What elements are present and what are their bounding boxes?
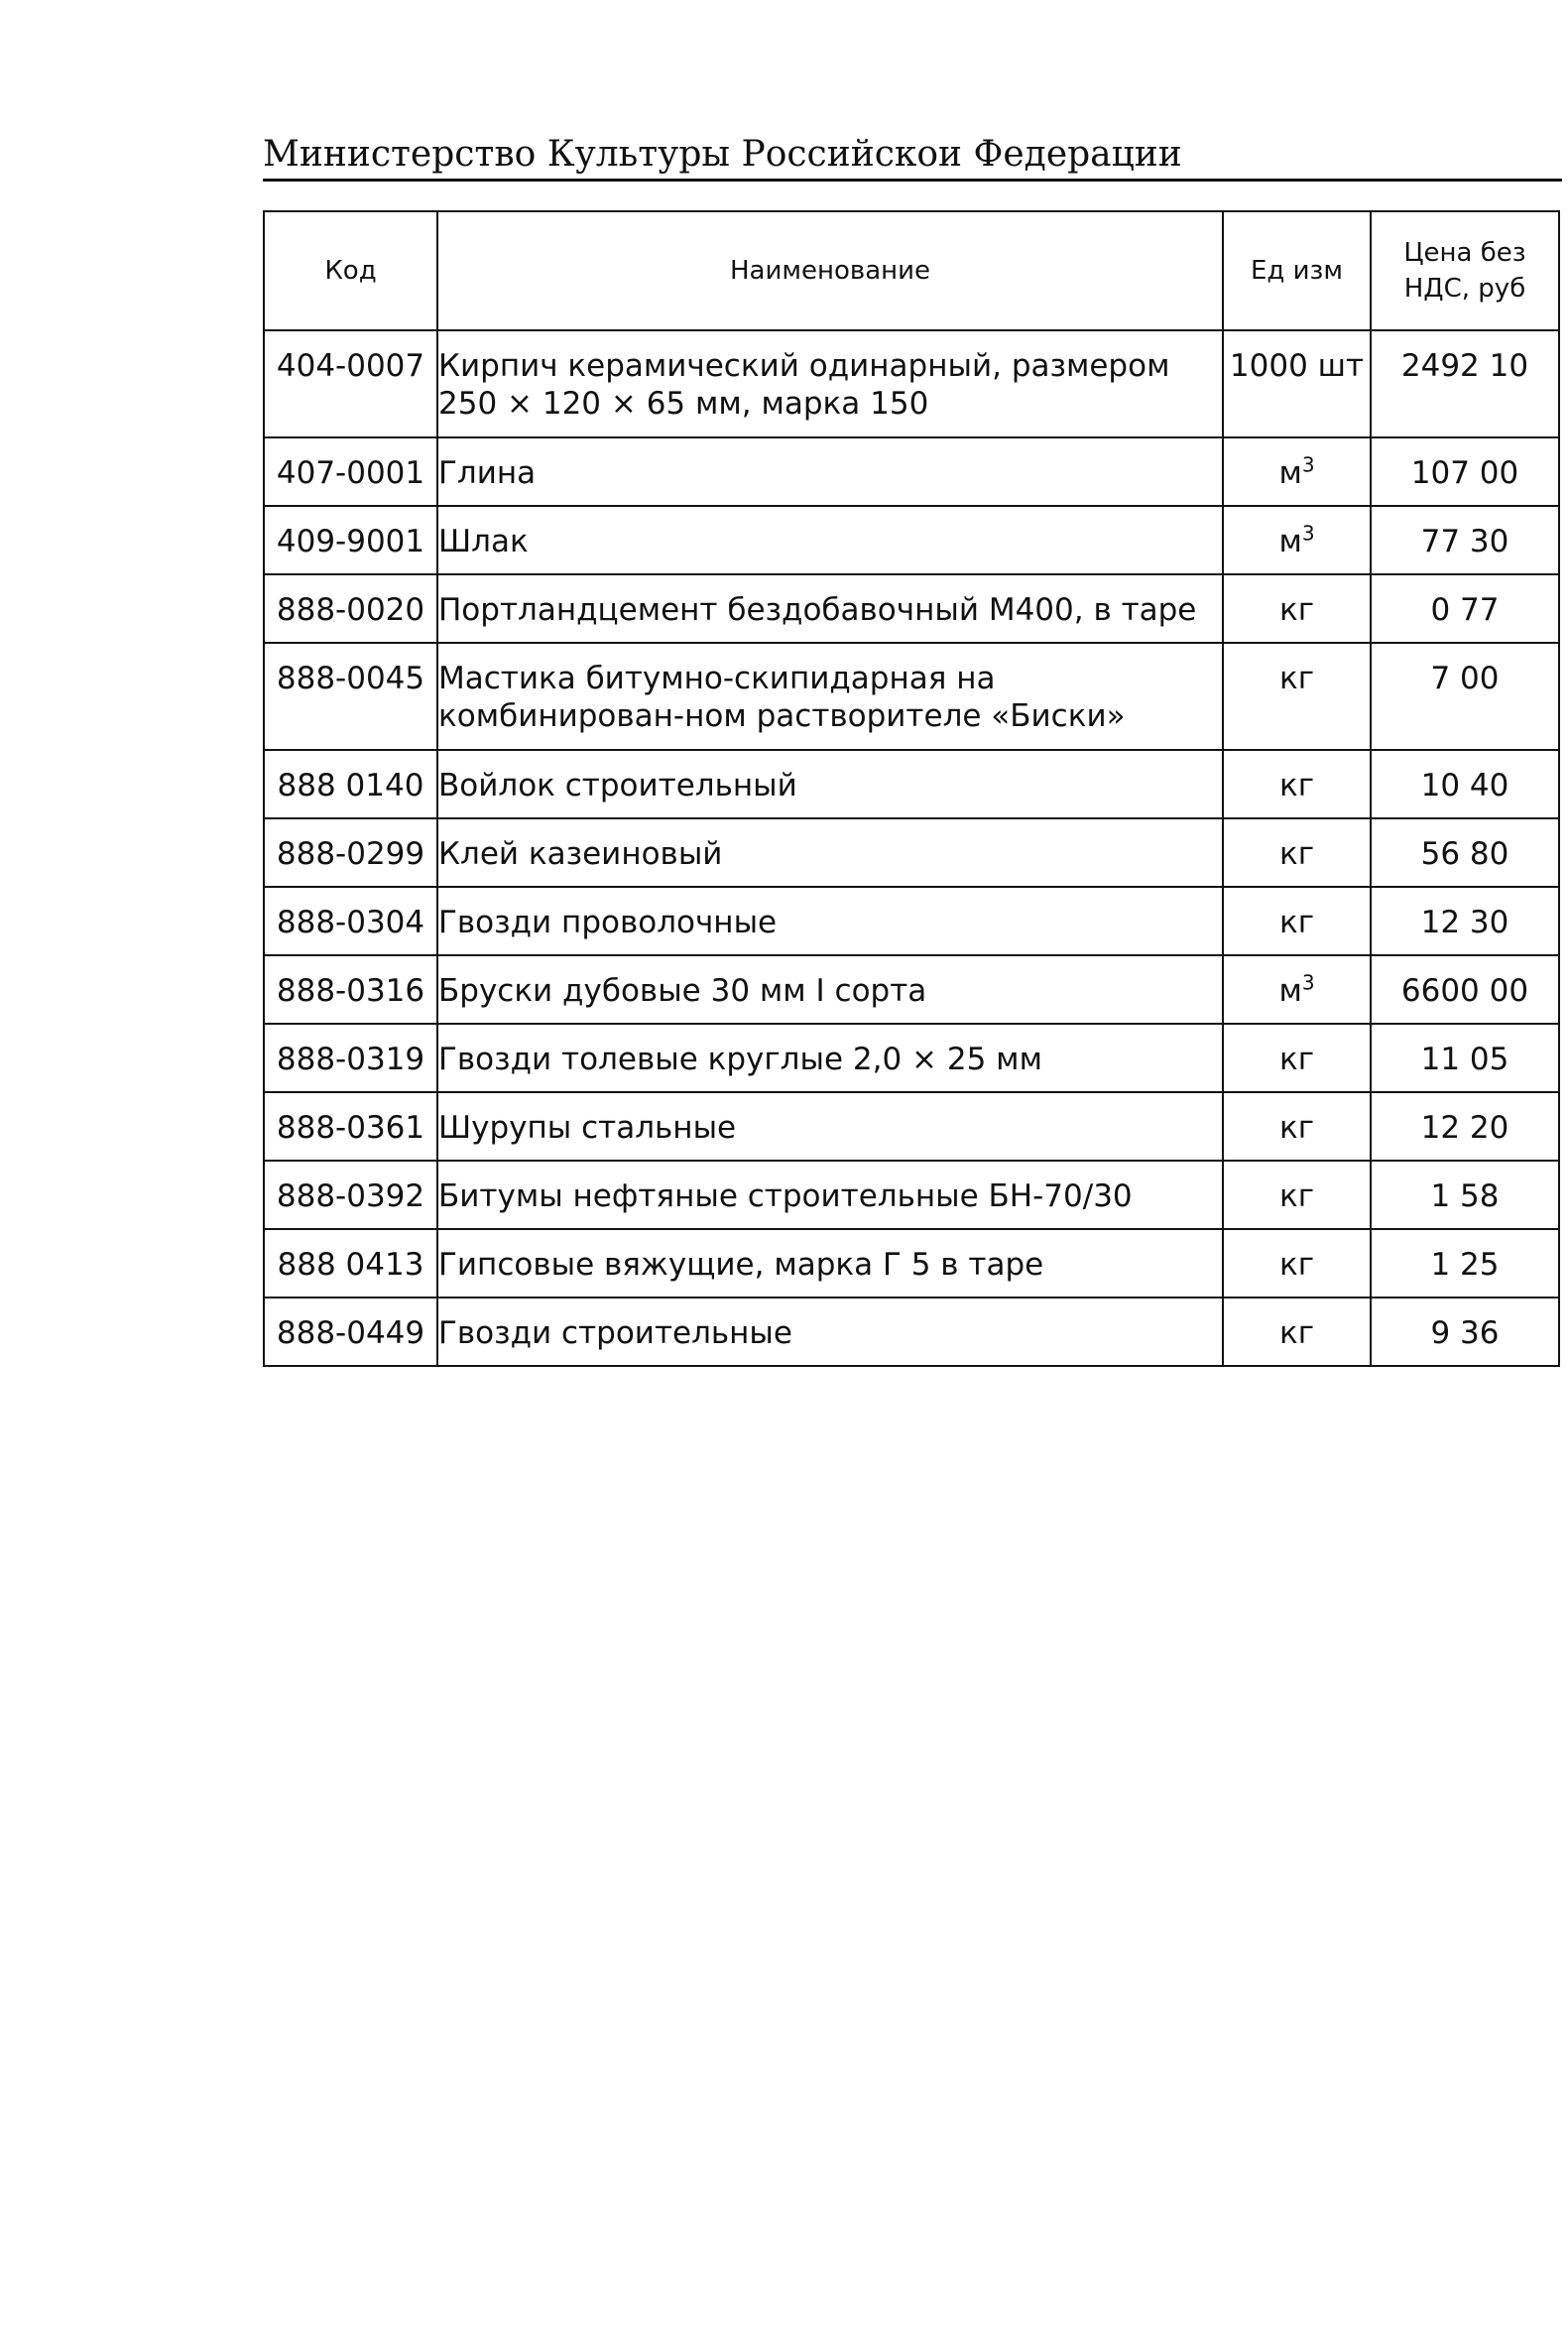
cell-name: Клей казеиновый (437, 818, 1223, 887)
cell-code: 888 0140 (264, 750, 437, 818)
unit-text: кг (1278, 1042, 1314, 1077)
cell-price: 107 00 (1371, 437, 1559, 506)
unit-text: кг (1278, 836, 1314, 872)
cell-price: 10 40 (1371, 750, 1559, 818)
cell-unit (1223, 750, 1371, 818)
cell-price: 1 25 (1371, 1229, 1559, 1298)
unit-text: кг (1278, 592, 1314, 628)
cell-code: 409-9001 (264, 506, 437, 574)
cell-price: 6600 00 (1371, 955, 1559, 1024)
cell-code: 404-0007 (264, 330, 437, 437)
unit-text: 1000 шт (1229, 348, 1365, 384)
unit-text: кг (1278, 1110, 1314, 1146)
running-header (263, 129, 1562, 182)
cell-unit (1223, 955, 1371, 1024)
cell-price: 7 00 (1371, 643, 1559, 750)
cell-unit (1223, 330, 1371, 437)
table-body (264, 330, 1559, 1366)
header-unit: Ед изм (1223, 211, 1371, 330)
cell-name: Гвозди толевые круглые 2,0 × 25 мм (437, 1024, 1223, 1092)
cell-unit (1223, 1092, 1371, 1161)
cell-code: 888-0361 (264, 1092, 437, 1161)
cell-code: 888-0304 (264, 887, 437, 955)
cell-price: 12 20 (1371, 1092, 1559, 1161)
unit-superscript: 3 (1301, 452, 1315, 477)
cell-code: 407-0001 (264, 437, 437, 506)
cell-price: 56 80 (1371, 818, 1559, 887)
cell-name: Портландцемент бездобавочный М400, в таре (437, 574, 1223, 643)
unit-text: м (1278, 524, 1302, 559)
table-row (264, 643, 1559, 750)
table-row (264, 1161, 1559, 1229)
table-row (264, 955, 1559, 1024)
cell-name: Кирпич керамический одинарный, размером 250 × 120 × 65 мм, марка 150 (437, 330, 1223, 437)
cell-name: Мастика битумно-скипидарная на комбинирован-ном растворителе «Биски» (437, 643, 1223, 750)
cell-code: 888-0319 (264, 1024, 437, 1092)
header-name: Наименование (437, 211, 1223, 330)
table-row (264, 574, 1559, 643)
table-row (264, 1229, 1559, 1298)
cell-code: 888-0392 (264, 1161, 437, 1229)
cell-unit (1223, 506, 1371, 574)
cell-name: Гвозди проволочные (437, 887, 1223, 955)
cell-unit (1223, 1161, 1371, 1229)
unit-text: кг (1278, 661, 1314, 696)
cell-name: Бруски дубовые 30 мм I сорта (437, 955, 1223, 1024)
cell-name: Глина (437, 437, 1223, 506)
table-row (264, 1024, 1559, 1092)
table-row (264, 887, 1559, 955)
table-row (264, 818, 1559, 887)
table-header-row (264, 211, 1559, 330)
unit-text: м (1278, 455, 1302, 491)
cell-code: 888-0449 (264, 1298, 437, 1366)
unit-text: кг (1278, 1178, 1314, 1214)
cell-code: 888-0020 (264, 574, 437, 643)
cell-price: 0 77 (1371, 574, 1559, 643)
unit-text: кг (1278, 768, 1314, 804)
cell-price: 77 30 (1371, 506, 1559, 574)
cell-unit (1223, 818, 1371, 887)
cell-unit (1223, 437, 1371, 506)
cell-unit (1223, 643, 1371, 750)
cell-price: 9 36 (1371, 1298, 1559, 1366)
cell-price: 1 58 (1371, 1161, 1559, 1229)
header-price: Цена без НДС, руб (1371, 211, 1559, 330)
cell-unit (1223, 1298, 1371, 1366)
cell-name: Шлак (437, 506, 1223, 574)
table-row (264, 330, 1559, 437)
cell-price: 12 30 (1371, 887, 1559, 955)
table-row (264, 1298, 1559, 1366)
unit-superscript: 3 (1301, 970, 1315, 995)
cell-code: 888-0045 (264, 643, 437, 750)
cell-unit (1223, 887, 1371, 955)
unit-text: кг (1278, 1315, 1314, 1351)
table-row (264, 506, 1559, 574)
cell-code: 888-0299 (264, 818, 437, 887)
table-row (264, 1092, 1559, 1161)
price-table (263, 210, 1560, 1367)
cell-price: 11 05 (1371, 1024, 1559, 1092)
unit-text: кг (1278, 905, 1314, 940)
cell-unit (1223, 574, 1371, 643)
header-code: Код (264, 211, 437, 330)
cell-name: Битумы нефтяные строительные БН-70/30 (437, 1161, 1223, 1229)
running-header-text: Министерство Культуры Российскои Федерации (263, 134, 1182, 175)
table-row (264, 750, 1559, 818)
cell-name: Гвозди строительные (437, 1298, 1223, 1366)
cell-unit (1223, 1229, 1371, 1298)
table-row (264, 437, 1559, 506)
cell-name: Шурупы стальные (437, 1092, 1223, 1161)
cell-name: Войлок строительный (437, 750, 1223, 818)
cell-price: 2492 10 (1371, 330, 1559, 437)
cell-code: 888-0316 (264, 955, 437, 1024)
unit-superscript: 3 (1301, 521, 1315, 546)
cell-name: Гипсовые вяжущие, марка Г 5 в таре (437, 1229, 1223, 1298)
unit-text: кг (1278, 1247, 1314, 1283)
cell-code: 888 0413 (264, 1229, 437, 1298)
unit-text: м (1278, 973, 1302, 1009)
cell-unit (1223, 1024, 1371, 1092)
